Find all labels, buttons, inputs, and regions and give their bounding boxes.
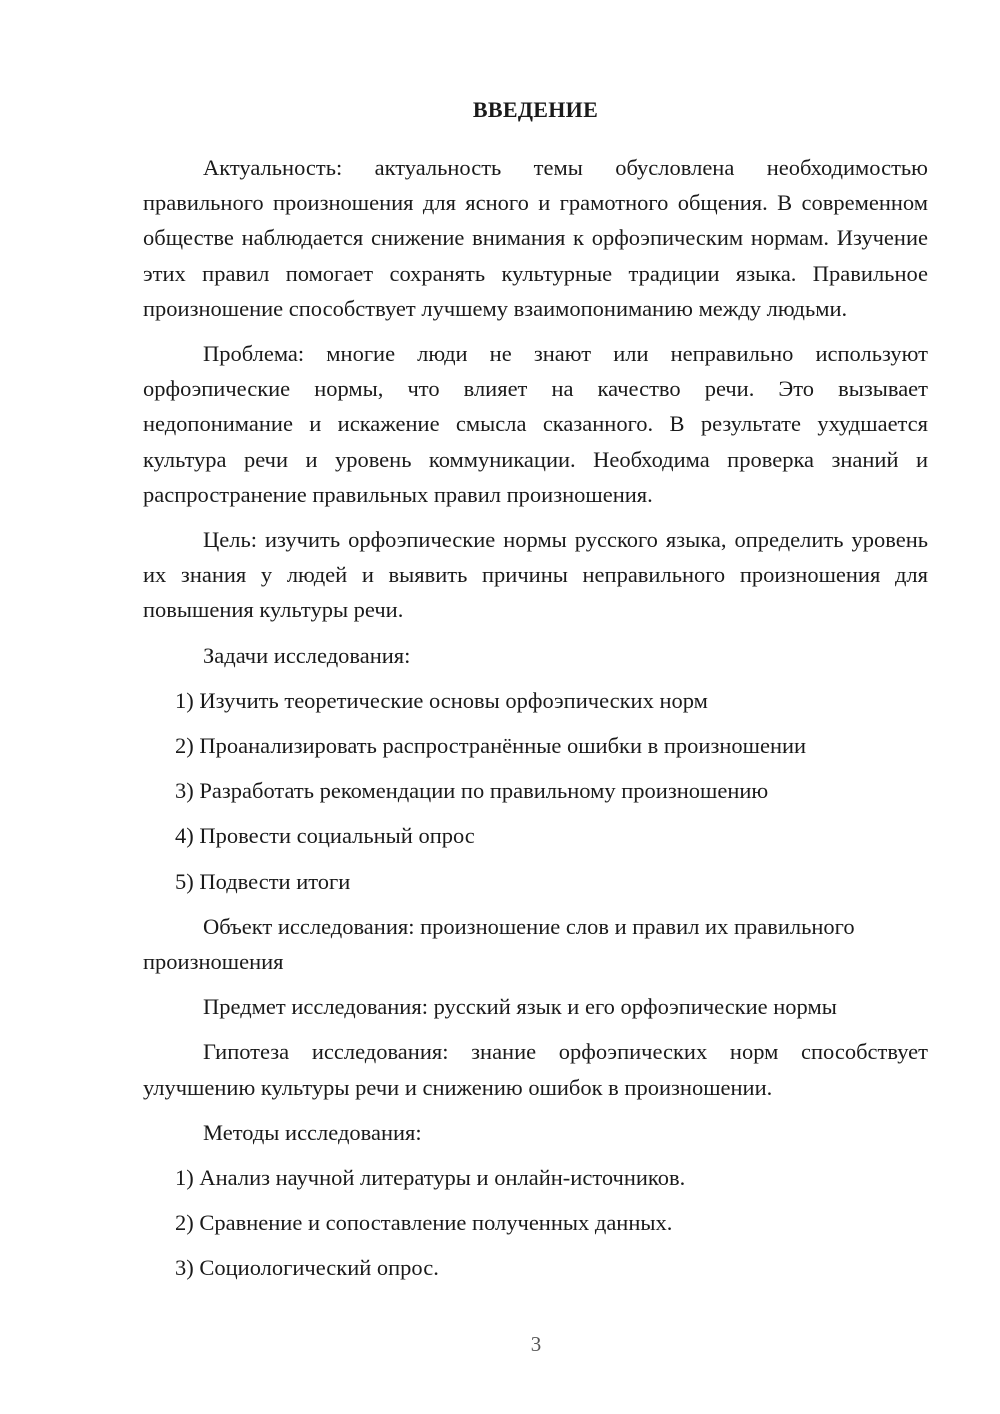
tasks-list <box>143 683 928 899</box>
task-item: 1) Изучить теоретические основы орфоэпических норм <box>175 687 708 713</box>
problem-paragraph: Проблема: многие люди не знают или неправильно используют орфоэпические нормы, что влияет на качество речи. Это вызывает недопонимание и искажение смысла сказанного. В результате ухудшается культура речи и уровень коммуникации. Необходима проверка знаний и распространение правильных правил произношения. <box>143 341 928 507</box>
page-number: 3 <box>530 1332 542 1356</box>
document-page <box>143 92 928 1296</box>
tasks-heading: Задачи исследования: <box>203 642 411 668</box>
task-item: 2) Проанализировать распространённые ошибки в произношении <box>175 733 807 759</box>
task-item: 4) Провести социальный опрос <box>175 823 475 849</box>
methods-list <box>143 1160 928 1286</box>
goal-paragraph: Цель: изучить орфоэпические нормы русского языка, определить уровень их знания у людей и выявить причины неправильного произношения для повышения культуры речи. <box>143 527 928 623</box>
object-paragraph: Объект исследования: произношение слов и правил их правильного произношения <box>143 913 855 975</box>
task-item: 5) Подвести итоги <box>175 868 351 894</box>
section-title: ВВЕДЕНИЕ <box>472 97 599 122</box>
hypothesis-paragraph: Гипотеза исследования: знание орфоэпических норм способствует улучшению культуры речи и снижению ошибок в произношении. <box>143 1039 928 1100</box>
task-item: 3) Разработать рекомендации по правильному произношению <box>175 778 769 804</box>
methods-heading: Методы исследования: <box>203 1119 422 1145</box>
method-item: 2) Сравнение и сопоставление полученных данных. <box>175 1210 673 1236</box>
method-item: 3) Социологический опрос. <box>175 1255 439 1281</box>
relevance-paragraph: Актуальность: актуальность темы обусловлена необходимостью правильного произношения для ясного и грамотного общения. В современном обществе наблюдается снижение внимания к орфоэпическим нормам. Изучение этих правил помогает сохранять культурные традиции языка. Правильное произношение способствует лучшему взаимопониманию между людьми. <box>143 155 928 321</box>
method-item: 1) Анализ научной литературы и онлайн-источников. <box>175 1165 686 1191</box>
subject-paragraph: Предмет исследования: русский язык и его орфоэпические нормы <box>203 994 837 1020</box>
